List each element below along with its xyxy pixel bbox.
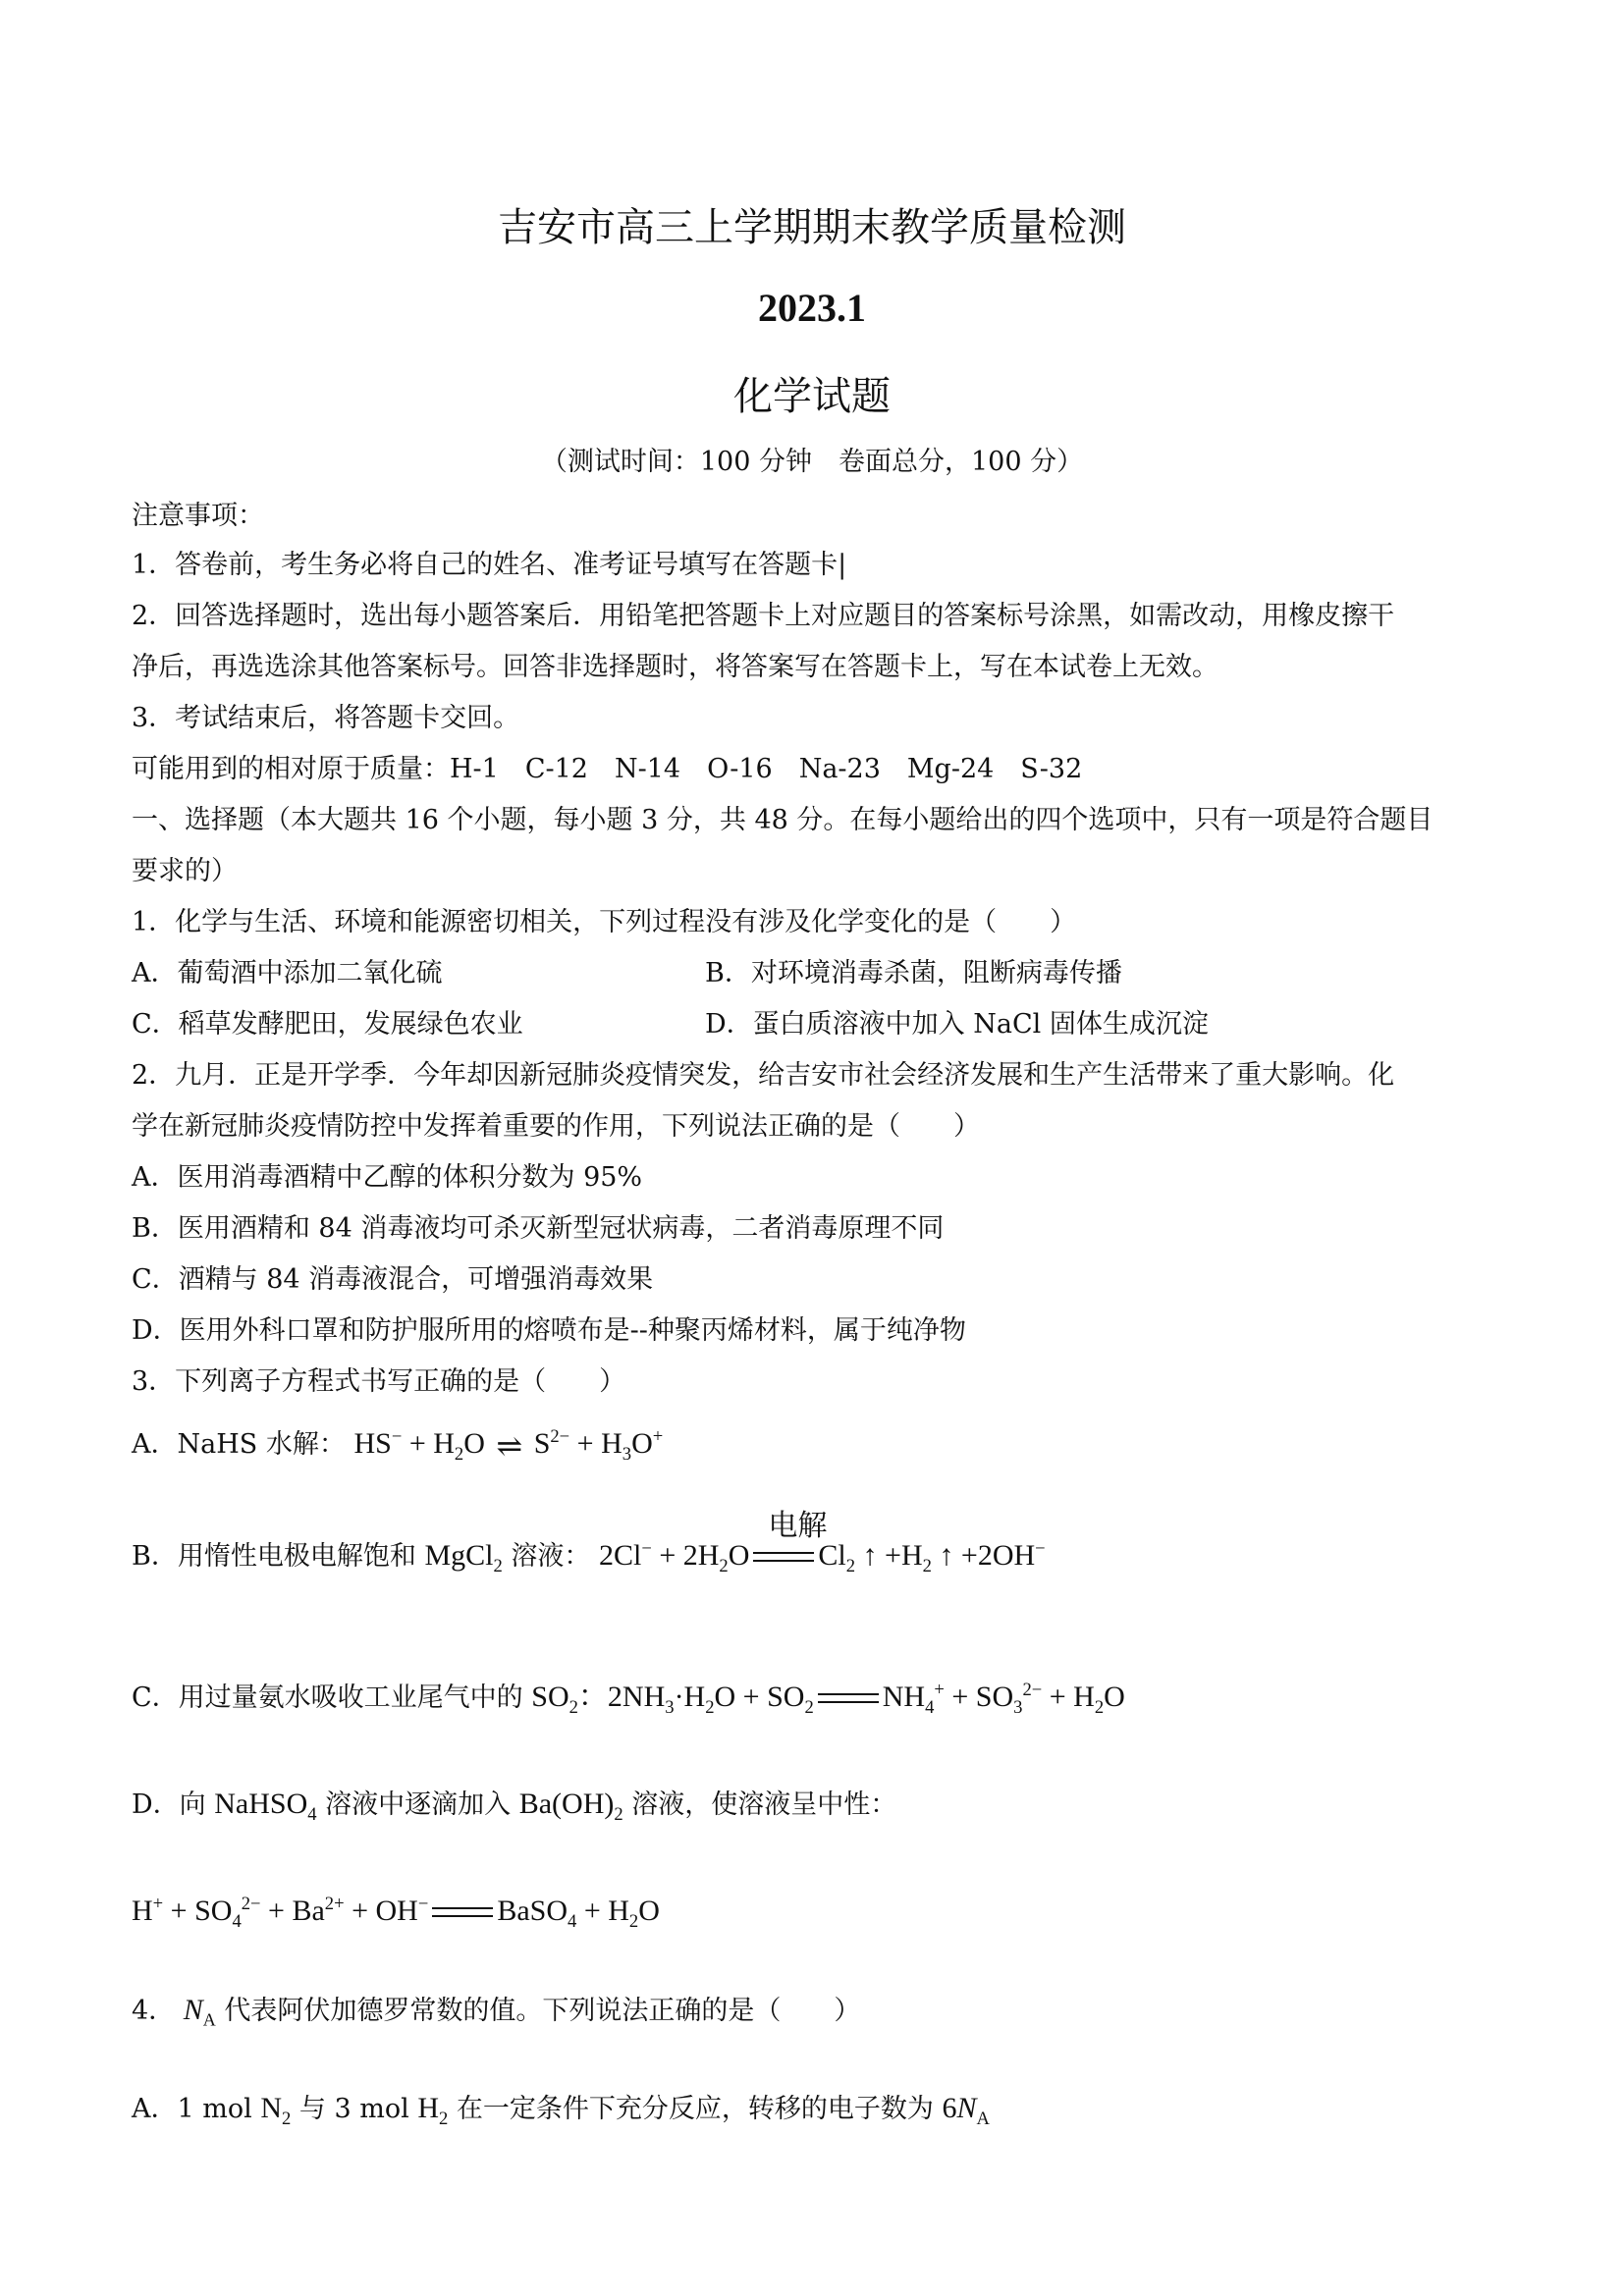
q4-option-a: A．1 mol $N_2$ 与 3 mol $H_2$ 在一定条件下充分反应，转移的电子数为 $6N_A$ (132, 2092, 990, 2129)
note-2b: 净后，再选选涂其他答案标号。回答非选择题时，将答案写在答题卡上，写在本试卷上无效。 (132, 652, 1218, 682)
exam-info: （测试时间：100 分钟 卷面总分，100 分） (540, 447, 1084, 477)
q4-a-text3: 在一定条件下充分反应，转移的电子数为 (456, 2094, 934, 2124)
q4-a-text1: A．1 mol (132, 2094, 252, 2124)
q3-b-label: B．用惰性电极电解饱和 (132, 1541, 416, 1572)
section1-title-a: 一、选择题（本大题共 16 个小题，每小题 3 分，共 48 分。在每小题给出的四个选项中，只有一项是符合题目 (132, 805, 1434, 835)
q4-stem-text: 代表阿伏加德罗常数的值。下列说法正确的是（ ） (224, 1996, 861, 2026)
electrolysis-label: 电解 (768, 1509, 828, 1544)
q2-option-b: B．医用酒精和 84 消毒液均可杀灭新型冠状病毒，二者消毒原理不同 (132, 1213, 945, 1244)
q3-d-equation: $H^+ + SO_4^{2-} + Ba^{2+} + OH^-$ BaSO$_4$ + $H_2O$ (132, 1894, 660, 1932)
q1-option-d: D．蛋白质溶液中加入 NaCl 固体生成沉淀 (705, 1009, 1209, 1040)
q3-option-a (132, 1419, 663, 1472)
q3-stem: 3．下列离子方程式书写正确的是（ ） (132, 1366, 626, 1397)
q2-option-a: A．医用消毒酒精中乙醇的体积分数为 95% (132, 1162, 643, 1193)
note-1: 1．答卷前，考生务必将自己的姓名、准考证号填写在答题卡| (132, 550, 847, 580)
q4-number: 4． (132, 1996, 176, 2026)
equals-sign (432, 1903, 493, 1923)
q1-option-b: B．对环境消毒杀菌，阻断病毒传播 (705, 958, 1122, 988)
q1-stem: 1．化学与生活、环境和能源密切相关，下列过程没有涉及化学变化的是（ ） (132, 907, 1077, 937)
q4-a-text2: 与 3 mol (298, 2094, 409, 2124)
notes-heading: 注意事项： (132, 501, 264, 531)
q2-option-c: C．酒精与 84 消毒液混合，可增强消毒效果 (132, 1264, 654, 1295)
q3-d-end: 溶液，使溶液呈中性： (631, 1789, 897, 1820)
q3-c-equation: $SO_2$：$2NH_3\cdot H_2O + SO_2$ $NH_4^+ + SO_3^{2-} + H_2O$ (531, 1680, 1125, 1718)
q2-stem-b: 学在新冠肺炎疫情防控中发挥着重要的作用，下列说法正确的是（ ） (132, 1111, 980, 1142)
q2-stem-a: 2．九月．正是开学季．今年却因新冠肺炎疫情突发，给吉安市社会经济发展和生产生活带来了重大影响。化 (132, 1060, 1395, 1091)
q3-d-label: D．向 (132, 1789, 206, 1820)
exam-subject: 化学试题 (733, 374, 891, 419)
q3-a-equation: $HS^- + H_2O$ ⇌ $S^{2-} + H_3O^+$ (353, 1426, 664, 1465)
q4-stem: 4． $N_A$ 代表阿伏加德罗常数的值。下列说法正确的是（ ） (132, 1994, 861, 2030)
q3-b-reagent: MgCl$_2$ (424, 1539, 503, 1576)
q3-d-mid: 溶液中逐滴加入 (325, 1789, 512, 1820)
q3-d-reagent2: $Ba(OH)_2$ (518, 1788, 623, 1825)
q3-option-c (132, 1673, 1125, 1726)
electrolysis-sign (753, 1509, 828, 1568)
atomic-masses: 可能用到的相对原于质量：H-1 C-12 N-14 O-16 Na-23 Mg-24 S-32 (132, 754, 1083, 784)
exam-title: 吉安市高三上学期期末教学质量检测 (498, 205, 1126, 250)
section1-title-b: 要求的） (132, 856, 238, 886)
q2-option-d: D．医用外科口罩和防护服所用的熔喷布是--种聚丙烯材料，属于纯净物 (132, 1315, 966, 1346)
q1-option-c: C．稻草发酵肥田，发展绿色农业 (132, 1009, 523, 1040)
note-2a: 2．回答选择题时，选出每小题答案后．用铅笔把答题卡上对应题目的答案标号涂黑，如需改动，用橡皮擦干 (132, 601, 1395, 631)
note-3: 3．考试结束后，将答题卡交回。 (132, 703, 520, 733)
q3-b-mid: 溶液： (511, 1541, 591, 1572)
q3-d-reagent1: NaHSO$_4$ (214, 1788, 317, 1825)
q3-b-equation: $2Cl^- + 2H_2O$ 电解 $Cl_2$ ↑ $+H_2$ ↑ +2OH− (598, 1509, 1046, 1576)
exam-date: 2023.1 (758, 286, 866, 330)
q3-option-b (132, 1509, 1046, 1584)
q3-option-d (132, 1787, 896, 1833)
avogadro-symbol: N (183, 1994, 203, 2026)
q3-c-label: C．用过量氨水吸收工业尾气中的 (132, 1682, 523, 1713)
q1-option-a: A．葡萄酒中添加二氧化硫 (132, 958, 443, 988)
equals-sign (818, 1689, 879, 1709)
q3-a-label: A．NaHS 水解： (132, 1429, 346, 1460)
